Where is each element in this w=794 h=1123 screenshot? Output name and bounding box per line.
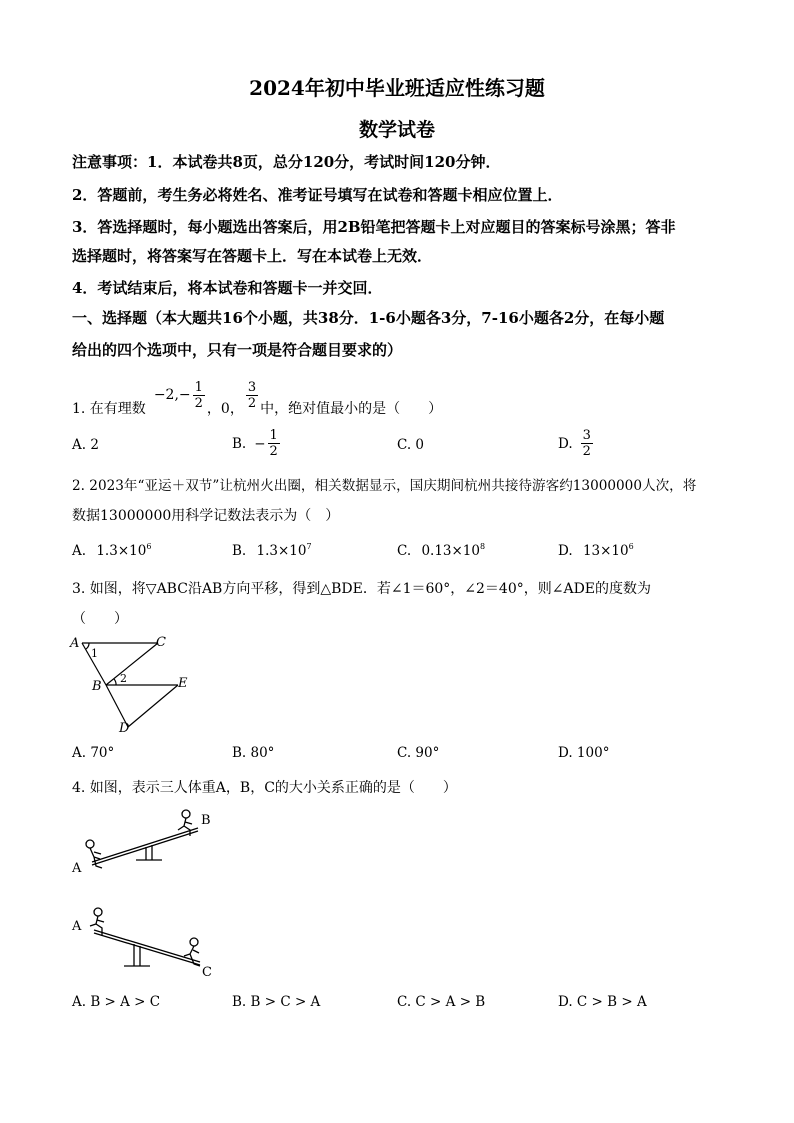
note-line-4: 选择题时，将答案写在答题卡上．写在本试卷上无效． [72, 247, 433, 265]
q2-option-c-exp: 8 [480, 542, 486, 551]
q2-option-a[interactable] [72, 542, 151, 559]
q1-fraction-1-den: 2 [194, 395, 203, 411]
q3-label-e: E [178, 676, 188, 691]
note-line-5: 4．考试结束后，将本试卷和答题卡一并交回． [72, 279, 383, 297]
note-line-3: 3．答选择题时，每小题选出答案后，用2B铅笔把答题卡上对应题目的答案标号涂黑；答非 [72, 218, 676, 236]
section-header-line-1: 一、选择题（本大题共16个小题，共38分．1-6小题各3分，7-16小题各2分，在每小题 [72, 309, 665, 327]
q3-angle-1-arc [86, 643, 89, 649]
q1-option-d-num: 3 [582, 428, 591, 443]
seesaw-1-person-a-head [86, 840, 94, 848]
seesaw-2-person-c-head [190, 938, 198, 946]
seesaw-2-person-a-head [94, 908, 102, 916]
q2-option-a-exp: 6 [146, 542, 152, 551]
q1-option-b-num: 1 [269, 428, 278, 443]
q1-suffix: 中，绝对值最小的是（ ） [260, 401, 443, 417]
q1-fraction-2-den: 2 [247, 395, 257, 411]
q1-option-b-label: B. [232, 435, 247, 452]
q1-fraction-2-num: 3 [247, 379, 257, 395]
note-line-1: 注意事项：1．本试卷共8页，总分120分，考试时间120分钟． [72, 153, 501, 171]
q2-option-b[interactable] [232, 542, 312, 559]
q2-option-b-exp: 7 [306, 542, 312, 551]
q3-label-a: A [70, 636, 80, 651]
q1-option-b-den: 2 [269, 444, 278, 459]
q2-line-1: 2. 2023年“亚运＋双节”让杭州火出圈，相关数据显示，国庆期间杭州共接待游客约13000000人次，将 [72, 478, 697, 494]
q1-option-d-label: D. [558, 435, 573, 452]
question-1 [72, 372, 442, 418]
exam-title: 2024年初中毕业班适应性练习题 [249, 76, 545, 100]
section-header-line-2: 给出的四个选项中，只有一项是符合题目要求的） [72, 341, 403, 359]
q4-option-b[interactable]: B. B > C > A [232, 994, 321, 1010]
q2-option-a-base: 1.3×10 [96, 543, 147, 559]
seesaw-2-plank-edge [94, 933, 200, 965]
seesaw-1-person-b-head [182, 810, 190, 818]
q4-option-c[interactable]: C. C > A > B [397, 994, 486, 1010]
q4-option-a[interactable]: A. B > A > C [72, 994, 161, 1010]
q3-label-angle-1: 1 [91, 647, 98, 660]
q1-option-a[interactable]: A. 2 [72, 437, 99, 453]
q3-label-b: B [92, 679, 102, 694]
q3-label-d: D [119, 721, 130, 736]
q3-segment-bc [106, 643, 158, 685]
q1-option-d-fraction [581, 428, 593, 459]
q2-option-d-base: 13×10 [582, 543, 629, 559]
q2-option-c-base: 0.13×10 [421, 543, 480, 559]
seesaw-2-person-a-body [90, 916, 104, 936]
q2-option-c-label: C. [397, 543, 412, 559]
q1-fraction-1 [193, 380, 205, 411]
q1-fraction-1-num: 1 [194, 379, 203, 395]
q3-label-angle-2: 2 [120, 672, 127, 685]
note-line-2: 2．答题前，考生务必将姓名、准考证号填写在试卷和答题卡相应位置上． [72, 186, 563, 204]
q1-option-d[interactable] [558, 428, 595, 459]
q3-option-c[interactable]: C. 90° [397, 745, 440, 761]
q2-option-b-base: 1.3×10 [256, 543, 307, 559]
q4-line-1: 4. 如图，表示三人体重A，B，C的大小关系正确的是（ ） [72, 780, 457, 796]
q1-option-d-den: 2 [582, 444, 591, 459]
q3-option-d[interactable]: D. 100° [558, 745, 610, 761]
q3-angle-2-arc [114, 679, 116, 685]
q3-segment-de [128, 685, 178, 727]
q1-option-b[interactable] [232, 428, 282, 459]
q3-triangle-figure [66, 630, 206, 738]
q3-label-c: C [156, 635, 166, 650]
q2-option-d-label: D. [558, 543, 573, 559]
seesaw-1-label-a: A [72, 861, 82, 876]
seesaw-2-plank [94, 930, 200, 962]
q3-option-b[interactable]: B. 80° [232, 745, 275, 761]
q1-prefix: 1. 在有理数 [72, 401, 146, 417]
q2-option-c[interactable] [397, 542, 485, 559]
q1-fraction-2 [246, 380, 258, 411]
q2-option-b-label: B. [232, 543, 247, 559]
q2-option-d-exp: 6 [628, 542, 634, 551]
q2-line-2: 数据13000000用科学记数法表示为（ ） [72, 508, 340, 524]
q2-option-d[interactable] [558, 542, 634, 559]
q1-mid: ，0， [206, 401, 244, 417]
q4-option-d[interactable]: D. C > B > A [558, 994, 647, 1010]
q2-option-a-label: A. [72, 543, 87, 559]
q1-option-b-fraction [268, 428, 280, 459]
q1-list: −2,− [153, 387, 191, 403]
q3-line-2: （ ） [72, 611, 128, 627]
seesaw-figure-2 [68, 906, 218, 982]
seesaw-2-label-c: C [202, 965, 212, 980]
seesaw-1-plank [92, 828, 198, 862]
seesaw-2-label-a: A [72, 919, 82, 934]
q3-option-a[interactable]: A. 70° [72, 745, 115, 761]
q3-line-1: 3. 如图，将▽ABC沿AB方向平移，得到△BDE．若∠1＝60°，∠2＝40°，则∠ADE的度数为 [72, 581, 652, 597]
seesaw-1-label-b: B [201, 813, 211, 828]
seesaw-figure-1 [68, 804, 218, 876]
seesaw-1-person-a-body [90, 848, 102, 868]
q1-option-c[interactable]: C. 0 [397, 437, 425, 453]
exam-subtitle: 数学试卷 [358, 119, 435, 141]
q1-option-b-sign: − [254, 435, 266, 452]
